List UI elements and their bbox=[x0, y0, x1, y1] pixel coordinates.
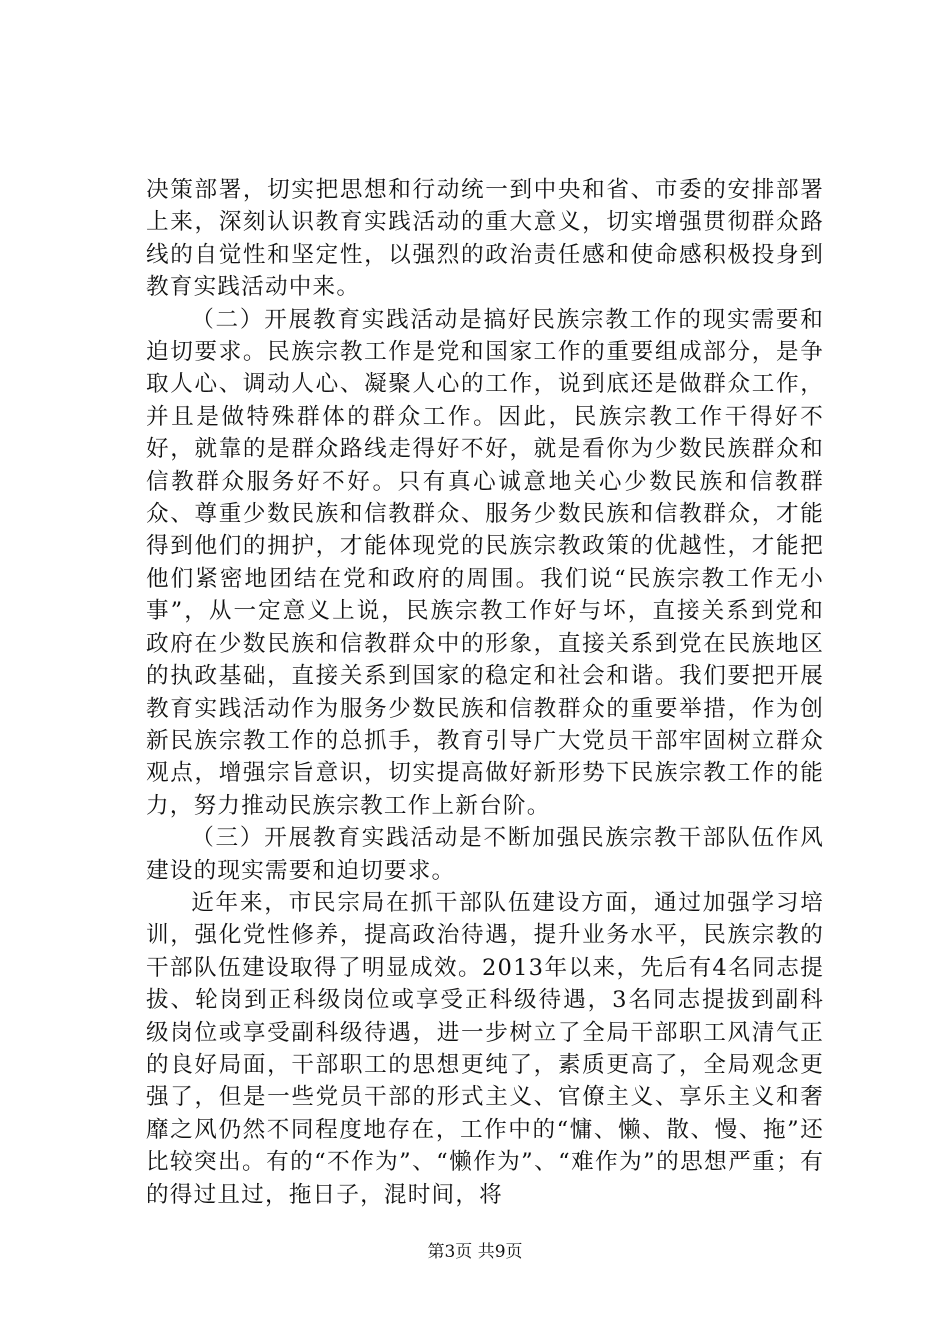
paragraph-continuation: 决策部署，切实把思想和行动统一到中央和省、市委的安排部署上来，深刻认识教育实践活动的重大意义，切实增强贯彻群众路线的自觉性和坚定性，以强烈的政治责任感和使命感积极投身到教育实践活动中来。 bbox=[146, 177, 824, 301]
page-number-footer: 第3页 共9页 bbox=[427, 1242, 523, 1262]
document-body bbox=[146, 174, 824, 1211]
paragraph-section-two: （二）开展教育实践活动是搞好民族宗教工作的现实需要和迫切要求。民族宗教工作是党和国家工作的重要组成部分，是争取人心、调动人心、凝聚人心的工作，说到底还是做群众工作，并且是做特殊群体的群众工作。因此，民族宗教工作干得好不好，就靠的是群众路线走得好不好，就是看你为少数民族群众和信教群众服务好不好。只有真心诚意地关心少数民族和信教群众、尊重少数民族和信教群众、服务少数民族和信教群众，才能得到他们的拥护，才能体现党的民族宗教政策的优越性，才能把他们紧密地团结在党和政府的周围。我们说“民族宗教工作无小事”，从一定意义上说，民族宗教工作好与坏，直接关系到党和政府在少数民族和信教群众中的形象，直接关系到党在民族地区的执政基础，直接关系到国家的稳定和社会和谐。我们要把开展教育实践活动作为服务少数民族和信教群众的重要举措，作为创新民族宗教工作的总抓手，教育引导广大党员干部牢固树立群众观点，增强宗旨意识，切实提高做好新形势下民族宗教工作的能力，努力推动民族宗教工作上新台阶。 bbox=[146, 306, 824, 819]
paragraph-section-three: （三）开展教育实践活动是不断加强民族宗教干部队伍作风建设的现实需要和迫切要求。 bbox=[146, 825, 824, 884]
paragraph-recent-years: 近年来，市民宗局在抓干部队伍建设方面，通过加强学习培训，强化党性修养，提高政治待遇，提升业务水平，民族宗教的干部队伍建设取得了明显成效。2013年以来，先后有4名同志提拔、轮岗到正科级岗位或享受正科级待遇，3名同志提拔到副科级岗位或享受副科级待遇，进一步树立了全局干部职工风清气正的良好局面，干部职工的思想更纯了，素质更高了，全局观念更强了，但是一些党员干部的形式主义、官僚主义、享乐主义和奢靡之风仍然不同程度地存在，工作中的“慵、懒、散、慢、拖”还比较突出。有的“不作为”、“懒作为”、“难作为”的思想严重；有的得过且过，拖日子，混时间，将 bbox=[146, 889, 824, 1208]
